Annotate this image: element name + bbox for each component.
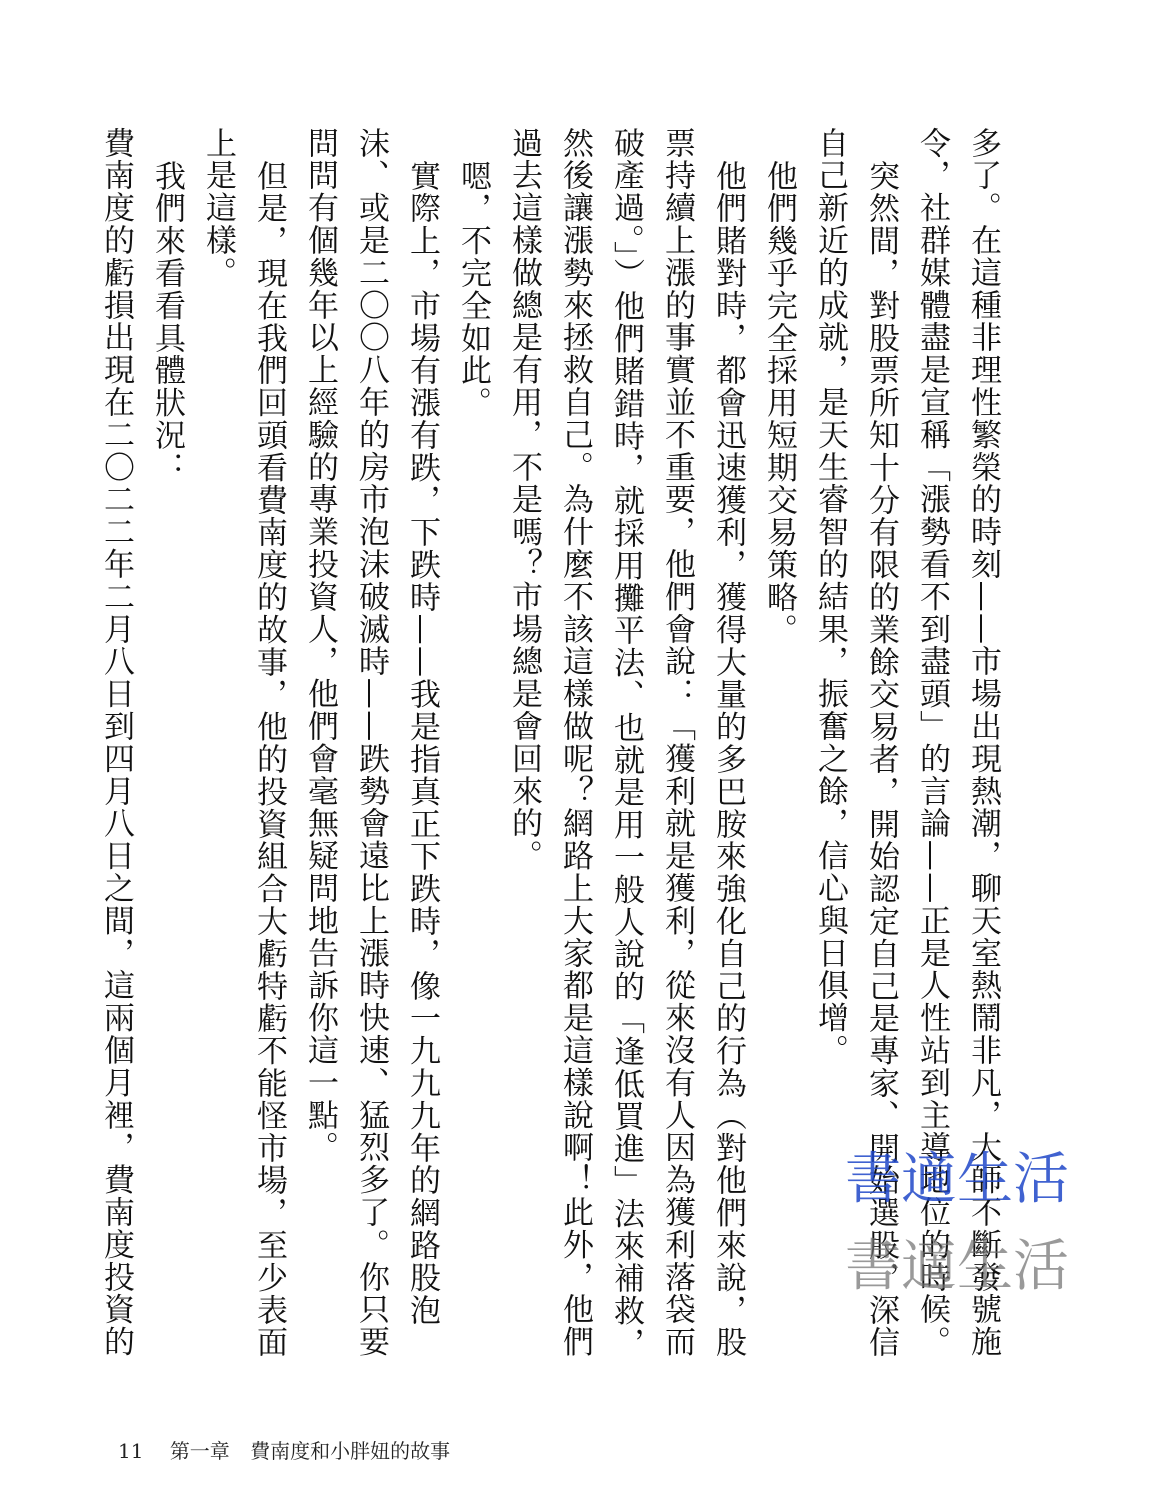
chapter-title: 費南度和小胖妞的故事 — [250, 1439, 451, 1463]
paragraph: 費南度的虧損出現在二〇二二年二月八日到四月八日之間，這兩個月裡，費南度投資的 — [98, 127, 134, 1359]
paragraph: 他們幾乎完全採用短期交易策略。 — [761, 159, 797, 646]
paragraph: 他們賭對時，都會迅速獲利，獲得大量的多巴胺來強化自己的行為（對他們來說，股票持續上漲的事實並不重要，他們會說：「獲利就是獲利，從來沒有人因為獲利落袋而破產過。」）他們賭錯時，就採用攤平法、也就是用一般人說的「逢低買進」法來補救，然後讓漲勢來拯救自己。為什麼不該這樣做呢？網路上大家都是這樣說啊！此外，他們過去這樣做總是有用，不是嗎？市場總是會回來的。 — [506, 127, 746, 1360]
watermark-blue: 書適生活 — [845, 1147, 1069, 1212]
watermark-gray: 書適生活 — [845, 1234, 1069, 1299]
page-number: 11 — [118, 1439, 144, 1463]
paragraph: 嗯，不完全如此。 — [455, 159, 491, 419]
paragraph: 突然間，對股票所知十分有限的業餘交易者，開始認定自己是專家、開始選股，深信自己新近的成就，是天生睿智的結果，振奮之餘，信心與日俱增。 — [812, 127, 899, 1359]
paragraph: 實際上，市場有漲有跌，下跌時——我是指真正下跌時，像一九九九年的網路股泡沫、或是二〇〇八年的房市泡沫破滅時——跌勢會遠比上漲時快速、猛烈多了。你只要問問有個幾年以上經驗的專業投資人，他們會毫無疑問地告訴你這一點。 — [302, 127, 440, 1359]
paragraph: 但是，現在我們回頭看費南度的故事，他的投資組合大虧特虧不能怪市場，至少表面上是這樣。 — [200, 127, 287, 1359]
page-footer — [118, 1435, 450, 1464]
paragraph: 多了。在這種非理性繁榮的時刻——市場出現熱潮，聊天室熱鬧非凡，大師不斷發號施令，社群媒體盡是宣稱「漲勢看不到盡頭」的言論——正是人性站到主導地位的時候。 — [914, 127, 1001, 1359]
chapter-label: 第一章 — [169, 1439, 230, 1463]
paragraph: 我們來看看具體狀況： — [149, 159, 185, 484]
